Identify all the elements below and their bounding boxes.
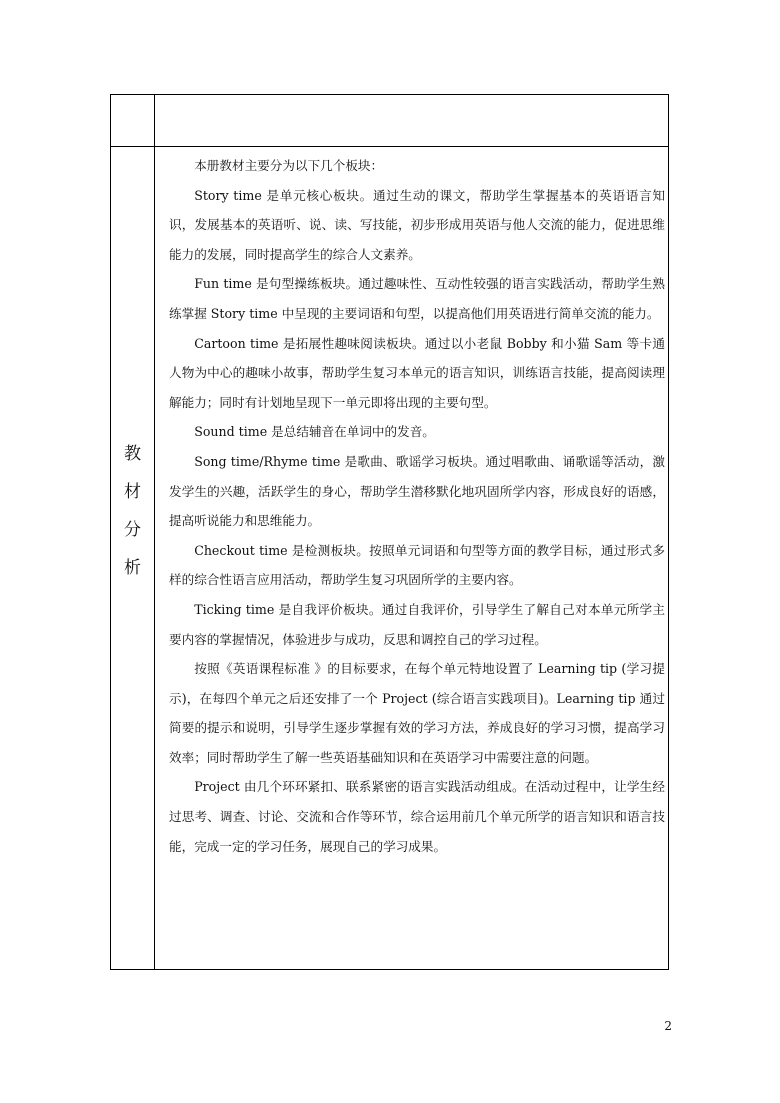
paragraph: 按照《英语课程标准 》的目标要求，在每个单元特地设置了 Learning tip (学习提示)，在每四个单元之后还安排了一个 Project (综合语言实践项目)。Learning tip 通过简要的提示和说明，引导学生逐步掌握有效的学习方法，养成良好的学习习惯，提高学习效率；同时帮助学生了解一些英语基础知识和在英语学习中需要注意的问题。 bbox=[169, 661, 665, 765]
paragraph: Song time/Rhyme time 是歌曲、歌谣学习板块。通过唱歌曲、诵歌谣等活动，激发学生的兴趣，活跃学生的身心，帮助学生潜移默化地巩固所学内容，形成良好的语感，提高听说能力和思维能力。 bbox=[169, 453, 665, 529]
page-number: 2 bbox=[664, 1019, 672, 1033]
label-char: 分 bbox=[124, 520, 141, 540]
label-char: 材 bbox=[124, 482, 141, 502]
paragraph: Story time 是单元核心板块。通过生动的课文，帮助学生掌握基本的英语语言知识，发展基本的英语听、说、读、写技能，初步形成用英语与他人交流的能力，促进思维能力的发展，同时提高学生的综合人文素养。 bbox=[169, 187, 665, 262]
analysis-content bbox=[169, 151, 665, 861]
paragraph: Fun time 是句型操练板块。通过趣味性、互动性较强的语言实践活动，帮助学生熟练掌握 Story time 中呈现的主要词语和句型，以提高他们用英语进行简单交流的能力。 bbox=[169, 276, 665, 321]
paragraph: Ticking time 是自我评价板块。通过自我评价，引导学生了解自己对本单元所学主要内容的掌握情况，体验进步与成功，反思和调控自己的学习过程。 bbox=[169, 601, 665, 647]
row-divider bbox=[111, 146, 668, 147]
paragraph: Cartoon time 是拓展性趣味阅读板块。通过以小老鼠 Bobby 和小猫 Sam 等卡通人物为中心的趣味小故事，帮助学生复习本单元的语言知识，训练语言技能，提高阅读理解能力；同时有计划地呈现下一单元即将出现的主要句型。 bbox=[169, 335, 665, 410]
label-char: 教 bbox=[124, 444, 141, 464]
paragraph: Checkout time 是检测板块。按照单元词语和句型等方面的教学目标，通过形式多样的综合性语言应用活动，帮助学生复习巩固所学的主要内容。 bbox=[169, 542, 665, 588]
lesson-table bbox=[110, 94, 669, 970]
paragraph: 本册教材主要分为以下几个板块： bbox=[194, 158, 384, 173]
paragraph: Sound time 是总结辅音在单词中的发音。 bbox=[194, 424, 435, 440]
paragraph: Project 由几个环环紧扣、联系紧密的语言实践活动组成。在活动过程中，让学生经过思考、调查、讨论、交流和合作等环节，综合运用前几个单元所学的语言知识和语言技能，完成一定的学习任务，展现自己的学习成果。 bbox=[169, 779, 665, 854]
section-label bbox=[111, 435, 154, 587]
column-divider bbox=[154, 95, 155, 969]
label-char: 析 bbox=[124, 558, 141, 578]
